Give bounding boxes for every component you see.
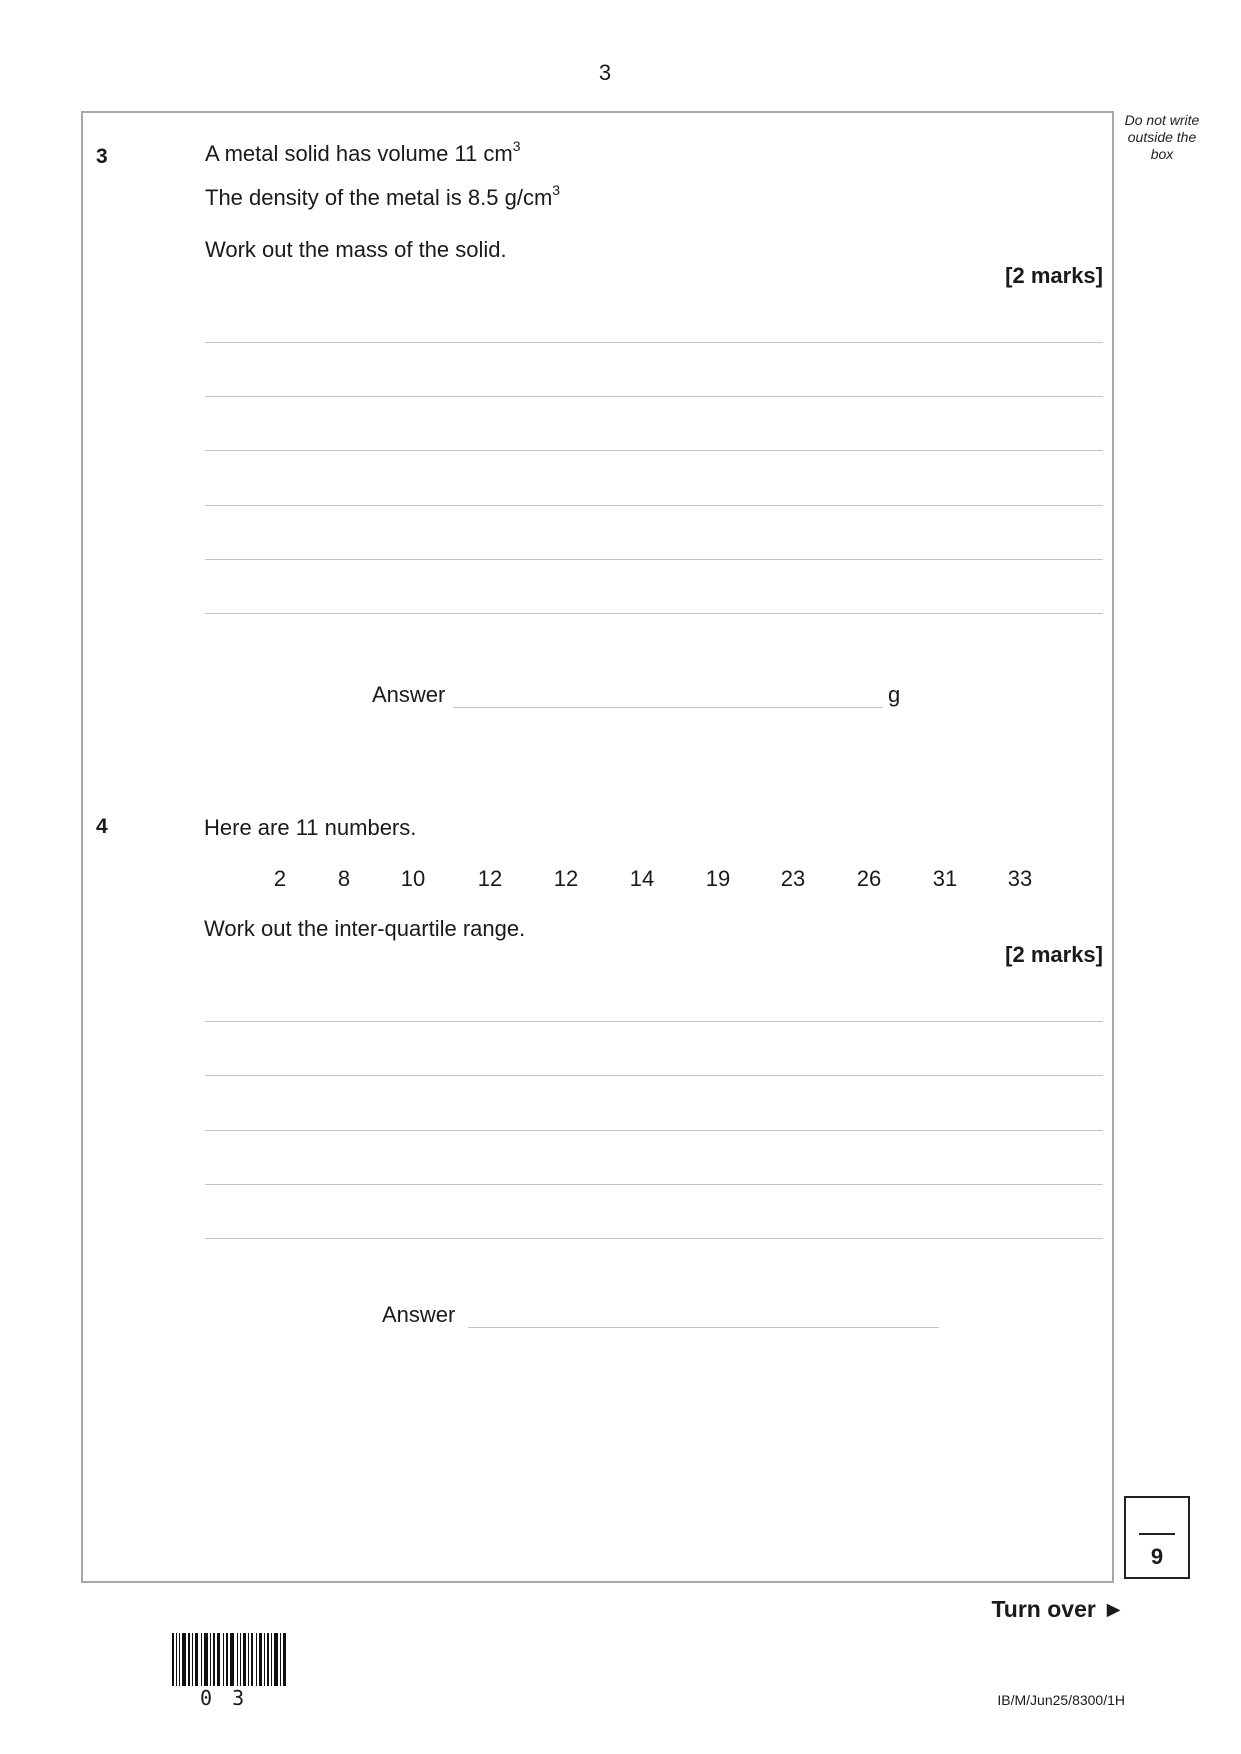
working-line[interactable]	[205, 1130, 1103, 1131]
working-line[interactable]	[205, 505, 1103, 506]
working-line[interactable]	[205, 342, 1103, 343]
working-line[interactable]	[205, 450, 1103, 451]
paper-reference: IB/M/Jun25/8300/1H	[997, 1692, 1125, 1708]
working-line[interactable]	[205, 1075, 1103, 1076]
number-item: 31	[932, 866, 958, 891]
score-total: 9	[1150, 1544, 1164, 1569]
question-4-intro: Here are 11 numbers.	[204, 815, 417, 840]
question-4-answer-label: Answer	[382, 1302, 456, 1327]
question-3-instruction: Work out the mass of the solid.	[205, 237, 507, 262]
margin-note: Do not write outside the box	[1124, 112, 1200, 162]
working-line[interactable]	[205, 1184, 1103, 1185]
question-3-answer-unit: g	[888, 682, 901, 707]
score-divider	[1139, 1533, 1175, 1535]
question-4-instruction: Work out the inter-quartile range.	[204, 916, 526, 941]
page-number: 3	[598, 60, 612, 85]
working-line[interactable]	[205, 396, 1103, 397]
question-4-marks: [2 marks]	[1005, 942, 1103, 967]
number-list	[0, 866, 1241, 896]
working-line[interactable]	[205, 559, 1103, 560]
question-3-volume-text	[205, 137, 521, 167]
number-item: 12	[553, 866, 579, 891]
number-item: 8	[337, 866, 351, 891]
number-item: 19	[705, 866, 731, 891]
number-item: 33	[1007, 866, 1033, 891]
working-line[interactable]	[205, 613, 1103, 614]
number-item: 14	[629, 866, 655, 891]
number-item: 10	[400, 866, 426, 891]
question-4-number: 4	[96, 815, 108, 838]
number-item: 2	[273, 866, 287, 891]
turn-over-label: Turn over ►	[991, 1596, 1125, 1622]
question-4-answer-line[interactable]	[468, 1327, 939, 1328]
question-3-number: 3	[96, 145, 108, 168]
question-3-marks: [2 marks]	[1005, 263, 1103, 288]
question-3-answer-label: Answer	[372, 682, 446, 707]
volume-statement: A metal solid has volume 11 cm	[205, 141, 513, 166]
barcode-digits: 0 3	[200, 1686, 249, 1710]
volume-exponent: 3	[512, 137, 521, 154]
number-item: 12	[477, 866, 503, 891]
density-exponent: 3	[552, 181, 561, 198]
barcode-image	[172, 1633, 286, 1686]
question-3-density-text	[205, 181, 561, 211]
working-line[interactable]	[205, 1238, 1103, 1239]
question-3-answer-line[interactable]	[453, 707, 883, 708]
working-line[interactable]	[205, 1021, 1103, 1022]
number-item: 26	[856, 866, 882, 891]
answer-border-box	[81, 111, 1114, 1583]
number-item: 23	[780, 866, 806, 891]
density-statement: The density of the metal is 8.5 g/cm	[205, 185, 553, 210]
